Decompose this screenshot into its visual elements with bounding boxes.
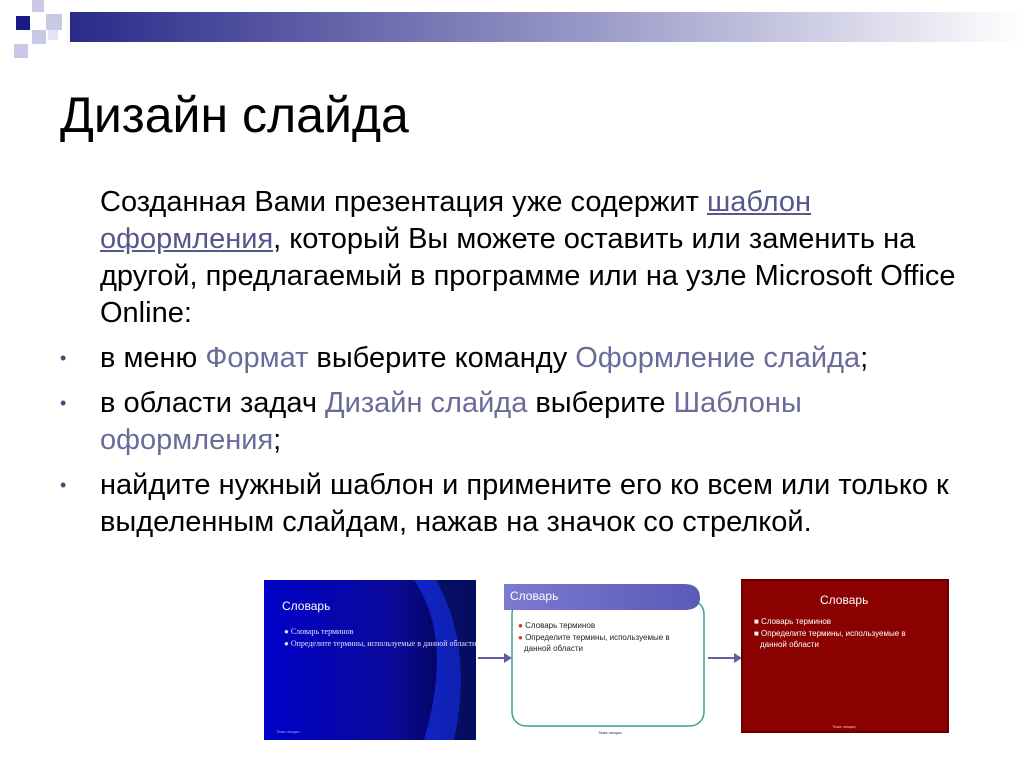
thumb-2-item-2: ● Определите термины, используемые в bbox=[518, 633, 670, 642]
intro-text-2: , который Вы можете оставить или заменить на другой, предлагаемый в программе или на узле Microsoft Office Online: bbox=[100, 223, 956, 329]
arrow-icon bbox=[478, 653, 512, 663]
intro-paragraph bbox=[56, 184, 956, 332]
bullet-text: выберите команду bbox=[308, 342, 576, 374]
bullet-text: найдите нужный шаблон и примените его ко всем или только к выделенным слайдам, нажав на значок со стрелкой. bbox=[100, 469, 949, 538]
svg-text:данной области: данной области bbox=[760, 640, 820, 649]
template-link[interactable]: шаблон оформления bbox=[100, 186, 812, 255]
thumbnail-blue[interactable] bbox=[264, 580, 477, 740]
thumb-1-item-1: ● Словарь терминов bbox=[284, 627, 354, 636]
thumb-2-item-1: ● Словарь терминов bbox=[518, 621, 596, 630]
task-pane-highlight: Дизайн слайда bbox=[325, 387, 528, 419]
bullet-text: в меню bbox=[100, 342, 206, 374]
bullet-text: выберите bbox=[527, 387, 674, 419]
arrow-icon bbox=[708, 653, 742, 663]
thumbnail-red[interactable] bbox=[742, 580, 948, 732]
thumb-2-footer: Тема лекции bbox=[598, 730, 622, 735]
bullet-item bbox=[56, 385, 956, 459]
bullet-icon: • bbox=[60, 348, 67, 368]
bullet-text: ; bbox=[273, 424, 282, 456]
slide-body bbox=[56, 184, 956, 541]
thumb-1-title: Словарь bbox=[282, 599, 331, 613]
bullet-text: в области задач bbox=[100, 387, 325, 419]
thumb-1-item-2: ● Определите термины, используемые в данной области bbox=[284, 639, 477, 648]
header-decoration bbox=[0, 0, 1024, 60]
bullet-item bbox=[56, 340, 956, 377]
thumb-3-footer: Тема лекции bbox=[832, 724, 856, 729]
slide-title: Дизайн слайда bbox=[60, 87, 409, 143]
template-thumbnails bbox=[264, 578, 954, 742]
format-menu-highlight: Формат bbox=[205, 342, 309, 374]
bullet-icon: • bbox=[60, 393, 67, 413]
bullet-text: ; bbox=[860, 342, 869, 374]
thumb-2-title: Словарь bbox=[510, 589, 559, 603]
design-templates-highlight: Шаблоны оформления bbox=[100, 387, 802, 456]
bullet-icon: • bbox=[60, 475, 67, 495]
bullet-item bbox=[56, 467, 956, 541]
thumb-3-item-1: ■ Словарь терминов bbox=[754, 617, 832, 626]
thumb-3-item-2: ■ Определите термины, используемые в bbox=[754, 629, 906, 638]
thumb-3-title: Словарь bbox=[820, 593, 869, 607]
thumb-1-footer: Тема лекции bbox=[276, 729, 300, 734]
svg-text:данной области: данной области bbox=[524, 644, 584, 653]
thumbnail-white[interactable] bbox=[504, 584, 704, 735]
slide-design-command-highlight: Оформление слайда bbox=[575, 342, 861, 374]
intro-text-1: Созданная Вами презентация уже содержит bbox=[100, 186, 707, 218]
